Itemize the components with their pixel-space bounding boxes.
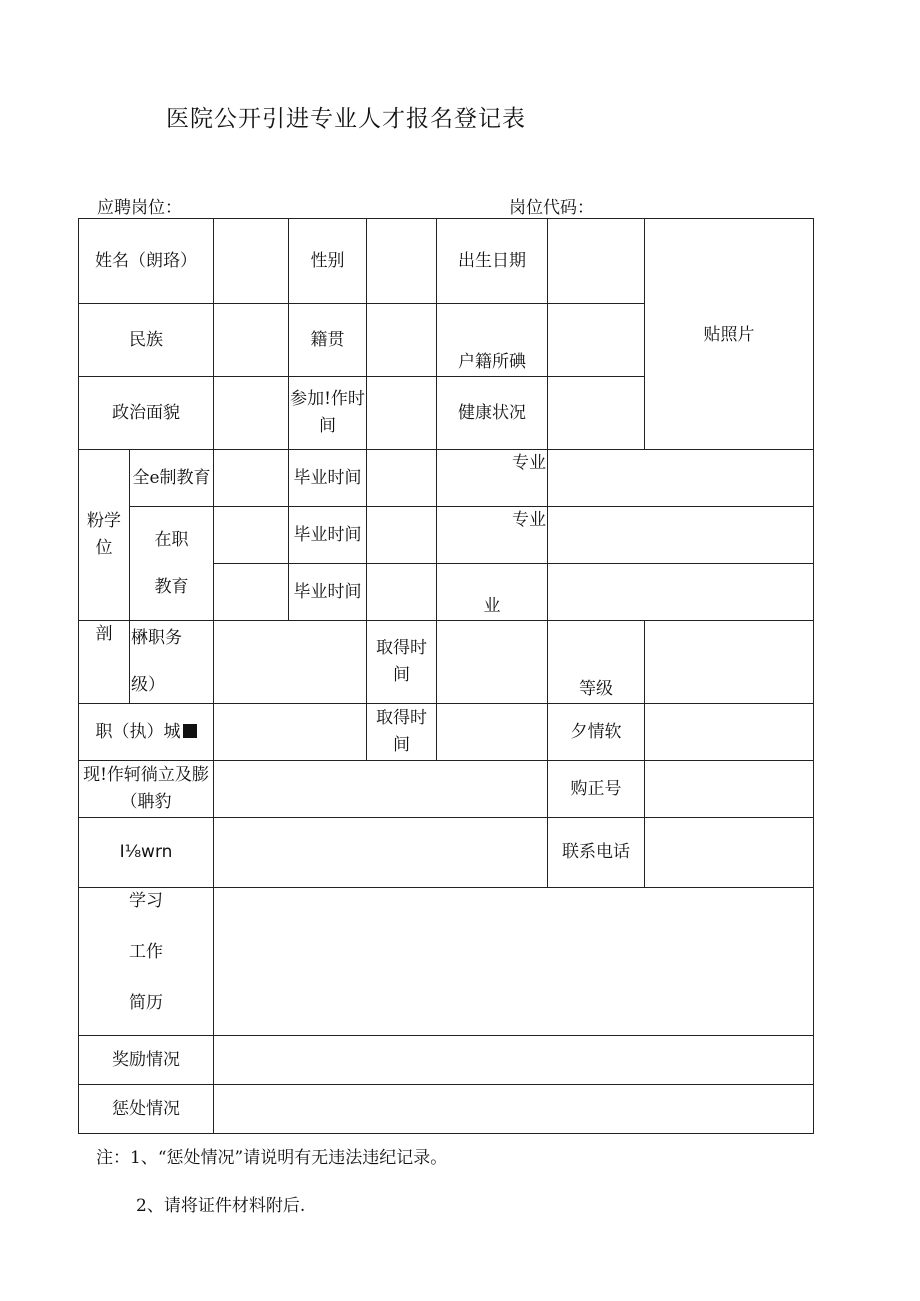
resume-line-3: 简历 [129, 993, 163, 1013]
major-field-3[interactable] [548, 564, 814, 621]
title-label-1: 剖 [79, 621, 130, 704]
current-unit-label: 现!作轲徜立及膨（聃豹 [79, 761, 214, 818]
graduation-time-label-1: 毕业时间 [289, 450, 367, 507]
major-label-1: 专业 [437, 450, 548, 507]
household-field[interactable] [548, 304, 645, 377]
resume-field[interactable] [214, 888, 814, 1036]
political-label: 政治面貌 [79, 377, 214, 450]
obtain-time-field-2[interactable] [437, 704, 548, 761]
title-line-2: 级） [131, 675, 165, 695]
resume-line-2: 工作 [129, 942, 163, 962]
ethnicity-field[interactable] [214, 304, 289, 377]
position-label: 应聘岗位： [97, 198, 182, 218]
inservice-edu-line-2: 教育 [154, 576, 189, 597]
birth-date-label: 出生日期 [437, 219, 548, 304]
fulltime-edu-label: 全e制教育 [130, 450, 214, 507]
grade-field[interactable] [645, 621, 814, 704]
note-2: 2、请将证件材料附后. [136, 1196, 306, 1216]
title-label-2 [130, 621, 214, 704]
major-field-2[interactable] [548, 507, 814, 564]
id-number-label: 购正号 [548, 761, 645, 818]
grade-label: 等级 [548, 621, 645, 704]
graduation-time-label-3: 毕业时间 [289, 564, 367, 621]
rewards-label: 奖励情况 [79, 1036, 214, 1085]
name-label: 姓名（朗珞） [79, 219, 214, 304]
resume-label [79, 888, 214, 1036]
qualification-label [79, 704, 214, 761]
major-label-3: 业 [437, 564, 548, 621]
fulltime-edu-field[interactable] [214, 450, 289, 507]
household-label: 户籍所碘 [437, 304, 548, 377]
graduation-time-field-1[interactable] [367, 450, 437, 507]
status-label: 夕情软 [548, 704, 645, 761]
status-field[interactable] [645, 704, 814, 761]
birth-date-field[interactable] [548, 219, 645, 304]
garbled-label: I⅛wrn [79, 818, 214, 888]
title-field[interactable] [214, 621, 367, 704]
black-square-icon [183, 724, 197, 738]
political-field[interactable] [214, 377, 289, 450]
registration-form [78, 218, 814, 1134]
gender-field[interactable] [367, 219, 437, 304]
graduation-time-label-2: 毕业时间 [289, 507, 367, 564]
page-title: 医院公开引进专业人才报名登记表 [166, 106, 526, 132]
inservice-edu-line-1: 在职 [154, 529, 189, 550]
major-field-1[interactable] [548, 450, 814, 507]
obtain-time-label-2: 取得时间 [367, 704, 437, 761]
note-1: 注：1、“惩处情况”请说明有无违法违纪记录。 [96, 1148, 448, 1168]
photo-box[interactable]: 贴照片 [645, 219, 814, 450]
punishments-label: 惩处情况 [79, 1085, 214, 1134]
native-place-label: 籍贯 [289, 304, 367, 377]
major-label-2: 专业 [437, 507, 548, 564]
graduation-time-field-2[interactable] [367, 507, 437, 564]
title-line-1: 楙职务 [131, 628, 182, 648]
graduation-time-field-3[interactable] [367, 564, 437, 621]
name-field[interactable] [214, 219, 289, 304]
health-field[interactable] [548, 377, 645, 450]
notes [96, 1145, 447, 1219]
gender-label: 性别 [289, 219, 367, 304]
inservice-edu-field-1[interactable] [214, 507, 289, 564]
phone-field[interactable] [645, 818, 814, 888]
garbled-field[interactable] [214, 818, 548, 888]
degree-label: 粉学位 [79, 450, 130, 621]
obtain-time-label-1: 取得时间 [367, 621, 437, 704]
health-label: 健康状况 [437, 377, 548, 450]
native-place-field[interactable] [367, 304, 437, 377]
current-unit-field[interactable] [214, 761, 548, 818]
position-code-label: 岗位代码： [509, 198, 594, 218]
work-start-label: 参加!作时间 [289, 377, 367, 450]
qualification-field[interactable] [214, 704, 367, 761]
obtain-time-field-1[interactable] [437, 621, 548, 704]
phone-label: 联系电话 [548, 818, 645, 888]
qualification-text: 职（执）城 [95, 721, 181, 742]
inservice-edu-label [130, 507, 214, 621]
punishments-field[interactable] [214, 1085, 814, 1134]
inservice-edu-field-2[interactable] [214, 564, 289, 621]
id-number-field[interactable] [645, 761, 814, 818]
ethnicity-label: 民族 [79, 304, 214, 377]
work-start-field[interactable] [367, 377, 437, 450]
resume-line-1: 学习 [129, 891, 163, 911]
rewards-field[interactable] [214, 1036, 814, 1085]
